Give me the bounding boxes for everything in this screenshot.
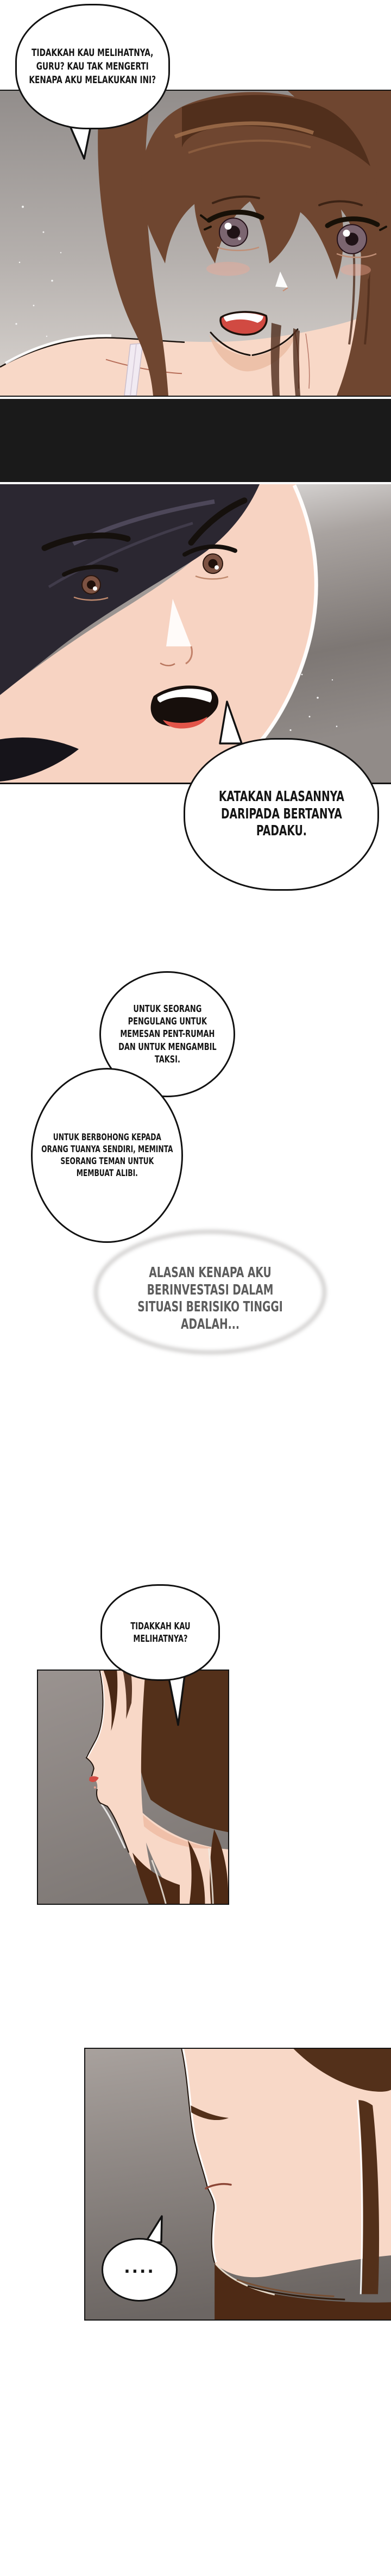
bubble-line: SITUASI BERISIKO TINGGI (137, 1299, 283, 1316)
bubble-line: MEMESAN PENT-RUMAH (119, 1028, 215, 1040)
bubble-line: DARIPADA BERTANYA (220, 805, 342, 822)
bubble-line: BERINVESTASI DALAM (147, 1281, 274, 1298)
bubble-line: MELIHATNYA? (133, 1633, 188, 1645)
bubble-line: SEORANG TEMAN UNTUK (60, 1156, 154, 1167)
bubble-text (118, 1003, 217, 1066)
bubble-line: UNTUK BERBOHONG KEPADA (53, 1131, 161, 1143)
girl-profile-art (38, 1671, 228, 1904)
bubble-line: MEMBUAT ALIBI. (76, 1168, 138, 1179)
bubble-text (41, 1131, 173, 1179)
speech-bubble-girl-question (15, 4, 170, 129)
bubble-line: DAN UNTUK MENGAMBIL (118, 1041, 217, 1053)
bubble-text (127, 1231, 293, 1334)
bubble-line: ADALAH... (181, 1316, 239, 1333)
bubble-text (219, 789, 344, 840)
girl-mouth (220, 312, 267, 335)
bubble2-tail (215, 699, 244, 746)
tail-shape (70, 126, 91, 159)
girl-right-blush (340, 264, 371, 276)
tail-shape (220, 702, 242, 743)
bubble-line: TIDAKKAH KAU MELIHATNYA, (31, 47, 154, 59)
panel-girl-closeup (0, 90, 391, 397)
speech-bubble-dont-you-see (100, 1584, 220, 1681)
thought-bubble-reason (95, 1231, 325, 1353)
profile-lip-dot (94, 1786, 96, 1789)
speech-bubble-alibi (31, 1068, 183, 1243)
speech-bubble-man-reply (184, 738, 379, 891)
bubble-text: .... (124, 2258, 155, 2277)
bubble-text (29, 46, 156, 86)
bubble-text (130, 1620, 190, 1646)
panel-girl-profile (37, 1670, 229, 1905)
panel-man-closeup (0, 484, 391, 784)
bubble-line: PENGULANG UNTUK (128, 1015, 207, 1027)
bubble-line: GURU? KAU TAK MENGERTI (36, 60, 149, 73)
bubble-line: KENAPA AKU MELAKUKAN INI? (29, 73, 156, 86)
closeup-mouth-corner (205, 2187, 207, 2190)
bubble-line: KATAKAN ALASANNYA (218, 788, 344, 805)
bubble-line: TIDAKKAH KAU (130, 1620, 191, 1632)
bubble-line: UNTUK SEORANG (133, 1003, 201, 1015)
bubble-line: ORANG TUANYA SENDIRI, MEMINTA (41, 1143, 173, 1155)
bubble-line: TAKSI. (154, 1054, 180, 1066)
black-divider-panel (0, 399, 391, 482)
bubble-line: PADAKU. (256, 823, 307, 840)
girl-closeup-art (0, 91, 391, 396)
girl-left-blush (206, 262, 250, 276)
speech-bubble-silence (102, 2238, 178, 2302)
man-closeup-art (0, 484, 391, 783)
bubble-line: ALASAN KENAPA AKU (149, 1265, 272, 1281)
bubble1-tail (62, 124, 95, 162)
